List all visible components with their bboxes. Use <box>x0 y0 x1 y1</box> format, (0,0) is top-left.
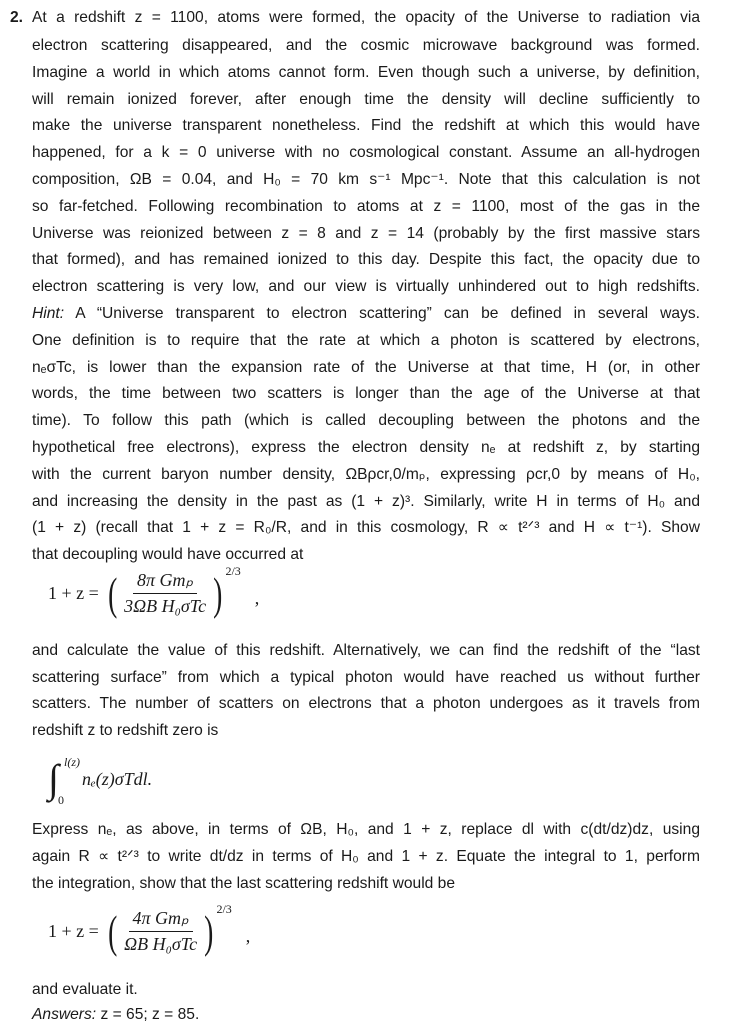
text-line: and calculate the value of this redshift. Alternatively, we can find the redshift of the “last <box>32 642 700 659</box>
text-line: Imagine a world in which atoms cannot form. Even though such a universe, by definition, <box>32 64 700 81</box>
eq1-numerator: 8π Gmₚ <box>133 570 197 594</box>
text-line: the integration, show that the last scattering redshift would be <box>32 875 456 892</box>
text-line: Universe was reionized between z = 8 and z = 14 (probably by the first massive stars <box>32 225 700 242</box>
equation-last-scattering: 1 + z = ( $\frac{\text{4π Gmₚ}}{\text{ΩB H₀σTc}}$ ) 2/3 , <box>48 902 251 957</box>
text-line: Express nₑ, as above, in terms of ΩB, H₀, and 1 + z, replace dl with c(dt/dz)dz, using <box>32 821 700 838</box>
text-line: will remain ionized forever, after enough time the density will decline sufficiently to <box>32 91 700 108</box>
text-line: make the universe transparent nonetheless. Find the redshift at which this would have <box>32 117 700 134</box>
problem-number: 2. <box>10 9 24 26</box>
integral-upper-limit: l(z) <box>64 755 80 769</box>
text-line: redshift z to redshift zero is <box>32 722 219 739</box>
text-line: One definition is to require that the rate at which a photon is scattered by electrons, <box>32 332 700 349</box>
text-line: nₑσTc, is lower than the expansion rate of the Universe at that time, H (or, in other <box>32 359 700 376</box>
text-line: with the current baryon number density, ΩBρcr,0/mₚ, expressing ρcr,0 by means of H₀, <box>32 466 700 483</box>
eq1-lhs: 1 + z = <box>48 583 99 603</box>
text-line: so far-fetched. Following recombination to atoms at z = 1100, most of the gas in the <box>32 198 700 215</box>
text-line: words, the time between two scatters is longer than the age of the Universe at that <box>32 385 700 402</box>
integral-lower-limit: 0 <box>58 793 64 807</box>
eq2-numerator: 4π Gmₚ <box>129 908 193 932</box>
text-line: composition, ΩB = 0.04, and H₀ = 70 km s⁻¹ Mpc⁻¹. Note that this calculation is not <box>32 171 700 188</box>
eq2-lhs: 1 + z = <box>48 921 99 941</box>
text-line: and evaluate it. <box>32 981 138 998</box>
text-line: (1 + z) (recall that 1 + z = R₀/R, and in this cosmology, R ∝ t²ᐟ³ and H ∝ t⁻¹). Show <box>32 519 700 536</box>
text-line: time). To follow this path (which is called decoupling between the photons and the <box>32 412 700 429</box>
text-line: scattering surface” from which a typical photon would have reached us without further <box>32 669 700 686</box>
text-line: that decoupling would have occurred at <box>32 546 304 563</box>
integral-integrand: nₑ(z)σTdl. <box>82 769 153 789</box>
text-line: At a redshift z = 1100, atoms were formed, the opacity of the Universe to radiation via <box>32 9 700 26</box>
eq1-comma: , <box>254 588 260 608</box>
text-line: scatters. The number of scatters on electrons that a photon undergoes as it travels from <box>32 695 700 712</box>
equation-decoupling: 1 + z = ( $\frac{\text{8π Gmₚ}}{\text{3ΩB H₀σTc}}$ ) 2/3 , <box>48 564 260 619</box>
text-line: again R ∝ t²ᐟ³ to write dt/dz in terms of H₀ and 1 + z. Equate the integral to 1, perform <box>32 848 700 865</box>
text-line: happened, for a k = 0 universe with no cosmological constant. Assume an all-hydrogen <box>32 144 700 161</box>
text-line: hypothetical free electrons), express the electron density nₑ at redshift z, by starting <box>32 439 700 456</box>
text-line: electron scattering is very low, and our view is virtually unhindered out to high redshifts. <box>32 278 700 295</box>
eq2-denominator: ΩB H₀σTc <box>124 934 198 954</box>
text-line: that formed), and has remained ionized to this day. Despite this fact, the opacity due to <box>32 251 700 268</box>
eq2-exponent: 2/3 <box>216 902 232 916</box>
text-line: Hint: A “Universe transparent to electron scattering” can be defined in several ways. <box>32 305 700 322</box>
eq1-exponent: 2/3 <box>225 564 241 578</box>
eq1-denominator: 3ΩB H₀σTc <box>124 596 207 616</box>
text-line: Answers: z = 65; z = 85. <box>32 1006 200 1023</box>
text-line: electron scattering disappeared, and the cosmic microwave background was formed. <box>32 37 700 54</box>
text-line: and increasing the density in the past as (1 + z)³. Similarly, write H in terms of H₀ and <box>32 493 700 510</box>
eq2-comma: , <box>245 926 251 946</box>
